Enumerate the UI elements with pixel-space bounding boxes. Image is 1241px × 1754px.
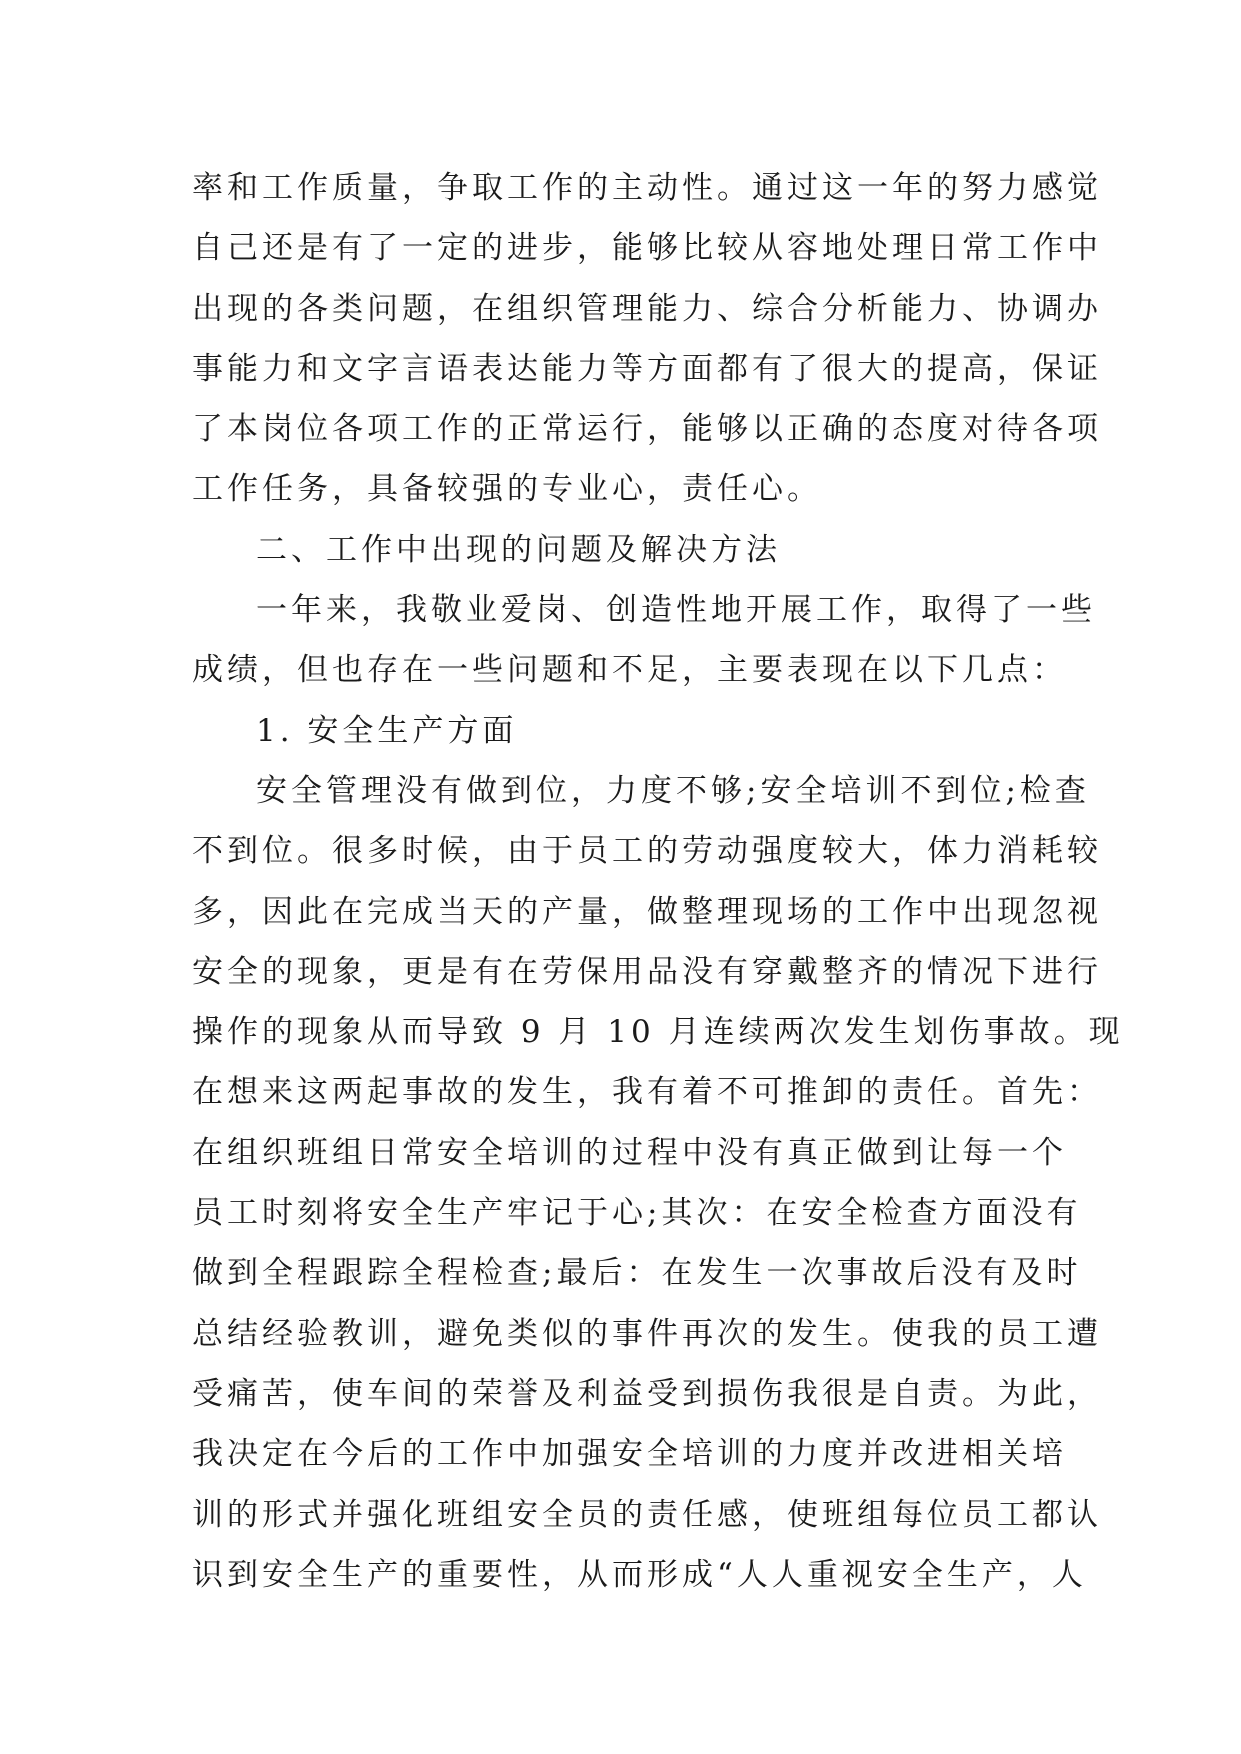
text-line: 在想来这两起事故的发生，我有着不可推卸的责任。首先：: [192, 1074, 1102, 1111]
text-line: 了本岗位各项工作的正常运行，能够以正确的态度对待各项: [192, 411, 1102, 448]
text-line: 自己还是有了一定的进步，能够比较从容地处理日常工作中: [192, 230, 1102, 267]
text-line: 不到位。很多时候，由于员工的劳动强度较大，体力消耗较: [192, 833, 1102, 870]
text-line: 安全的现象，更是有在劳保用品没有穿戴整齐的情况下进行: [192, 953, 1102, 990]
text-line: 员工时刻将安全生产牢记于心;其次：在安全检查方面没有: [192, 1195, 1082, 1232]
text-line: 训的形式并强化班组安全员的责任感，使班组每位员工都认: [192, 1496, 1102, 1533]
document-body: [192, 158, 1124, 1605]
section-heading: 二、工作中出现的问题及解决方法: [256, 531, 781, 568]
text-line: 我决定在今后的工作中加强安全培训的力度并改进相关培: [192, 1436, 1067, 1473]
text-line: 率和工作质量，争取工作的主动性。通过这一年的努力感觉: [192, 170, 1102, 206]
subsection-heading: 1. 安全生产方面: [256, 712, 518, 749]
text-line: 总结经验教训，避免类似的事件再次的发生。使我的员工遭: [192, 1315, 1102, 1352]
text-line: 操作的现象从而导致 9 月 10 月连续两次发生划伤事故。现: [192, 1014, 1124, 1051]
text-line: 出现的各类问题，在组织管理能力、综合分析能力、协调办: [192, 290, 1102, 327]
text-line: 在组织班组日常安全培训的过程中没有真正做到让每一个: [192, 1134, 1067, 1171]
paragraph-start: 安全管理没有做到位，力度不够;安全培训不到位;检查: [256, 772, 1090, 809]
text-line: 做到全程跟踪全程检查;最后：在发生一次事故后没有及时: [192, 1255, 1082, 1292]
text-line: 成绩，但也存在一些问题和不足，主要表现在以下几点：: [192, 652, 1067, 689]
text-line: 工作任务，具备较强的专业心，责任心。: [192, 471, 822, 508]
text-line: 事能力和文字言语表达能力等方面都有了很大的提高，保证: [192, 350, 1102, 387]
text-line: 受痛苦，使车间的荣誉及利益受到损伤我很是自责。为此，: [192, 1375, 1102, 1412]
text-line: 多，因此在完成当天的产量，做整理现场的工作中出现忽视: [192, 893, 1102, 930]
text-line: 识到安全生产的重要性，从而形成“人人重视安全生产，人: [192, 1556, 1087, 1593]
paragraph-start: 一年来，我敬业爱岗、创造性地开展工作，取得了一些: [256, 592, 1096, 629]
